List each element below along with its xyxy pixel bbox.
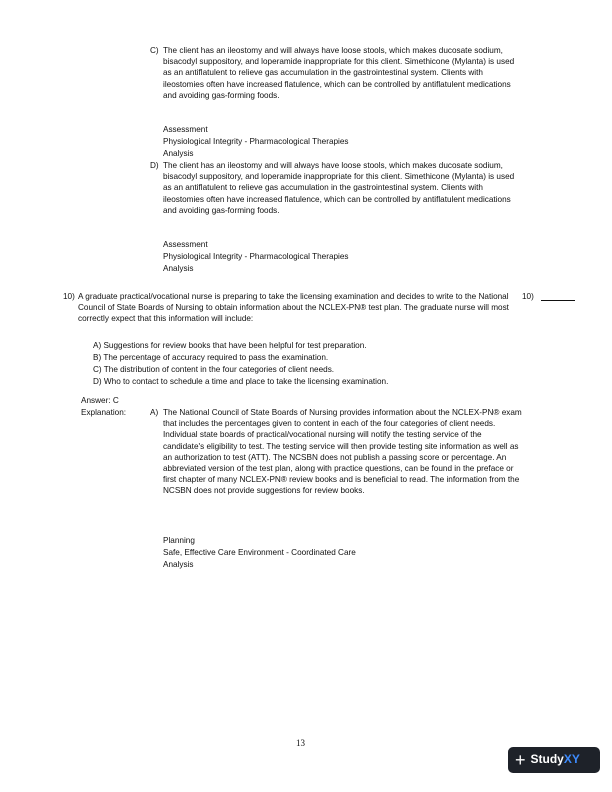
watermark-text: StudyXY: [530, 752, 580, 767]
question-stem: A graduate practical/vocational nurse is preparing to take the licensing examination and decides to write to the National Council of State Boards of Nursing to obtain information about the NCLEX-PN® test plan. The graduate nurse will most correctly expect that this information will include:: [78, 292, 509, 324]
explanation-label: Explanation:: [81, 408, 127, 417]
option-c-letter: C): [150, 46, 159, 55]
choice-b: B) The percentage of accuracy required to pass the examination.: [93, 353, 329, 362]
answer-blank-line: [541, 291, 575, 301]
answer-line: Answer: C: [81, 396, 119, 405]
option-d-letter: D): [150, 161, 159, 170]
margin-question-number: 10): [522, 292, 534, 301]
option-c-rationale: The client has an ileostomy and will always have loose stools, which makes ducosate sodium, bisacodyl suppository, and loperamide inappropriate for this client. Simethicone (Mylanta) is used as an antiflatulent to relieve gas accumulation in the gastrointestinal system. Clients with ileostomies often have increased flatulence, which can be controlled by antiflatulent medications and avoiding gas-forming foods.: [163, 46, 515, 100]
option-d-rationale: The client has an ileostomy and will always have loose stools, which makes ducosate sodium, bisacodyl suppository, and loperamide inappropriate for this client. Simethicone (Mylanta) is used as an antiflatulent to relieve gas accumulation in the gastrointestinal system. Clients with ileostomies often have increased flatulence, which can be controlled by antiflatulent medications and avoiding gas-forming foods.: [163, 161, 515, 215]
question-number: 10): [63, 292, 75, 301]
option-d-level: Analysis: [163, 264, 194, 273]
choice-d: D) Who to contact to schedule a time and place to take the licensing examination.: [93, 377, 389, 386]
option-c-level: Analysis: [163, 149, 194, 158]
page-number: 13: [296, 738, 305, 748]
explanation-process: Planning: [163, 536, 195, 545]
explanation-letter: A): [150, 408, 159, 417]
explanation-rationale: The National Council of State Boards of Nursing provides information about the NCLEX-PN® exam that includes the percentages given to content in each of the four categories of client needs. Individual state boards of practical/vocational nursing will notify the testing service of the candidate's eligibility to test. The testing service will then provide testing site information as well as an authorization to test (ATT). The NCSBN does not publish a passing score or percentage. An abbreviated version of the test plan, along with practice questions, can be found in the preface or first chapter of many NCLEX-PN® review books and is beneficial to read. The information from the NCSBN does not provide suggestions for review books.: [163, 408, 522, 496]
choice-a: A) Suggestions for review books that have been helpful for test preparation.: [93, 341, 367, 350]
choice-c: C) The distribution of content in the four categories of client needs.: [93, 365, 335, 374]
option-d-process: Assessment: [163, 240, 208, 249]
option-c-process: Assessment: [163, 125, 208, 134]
studyxy-watermark: [508, 747, 600, 773]
option-d-category: Physiological Integrity - Pharmacological Therapies: [163, 252, 349, 261]
explanation-level: Analysis: [163, 560, 194, 569]
option-c-category: Physiological Integrity - Pharmacological Therapies: [163, 137, 349, 146]
plus-icon: +: [515, 750, 526, 770]
explanation-category: Safe, Effective Care Environment - Coordinated Care: [163, 548, 356, 557]
